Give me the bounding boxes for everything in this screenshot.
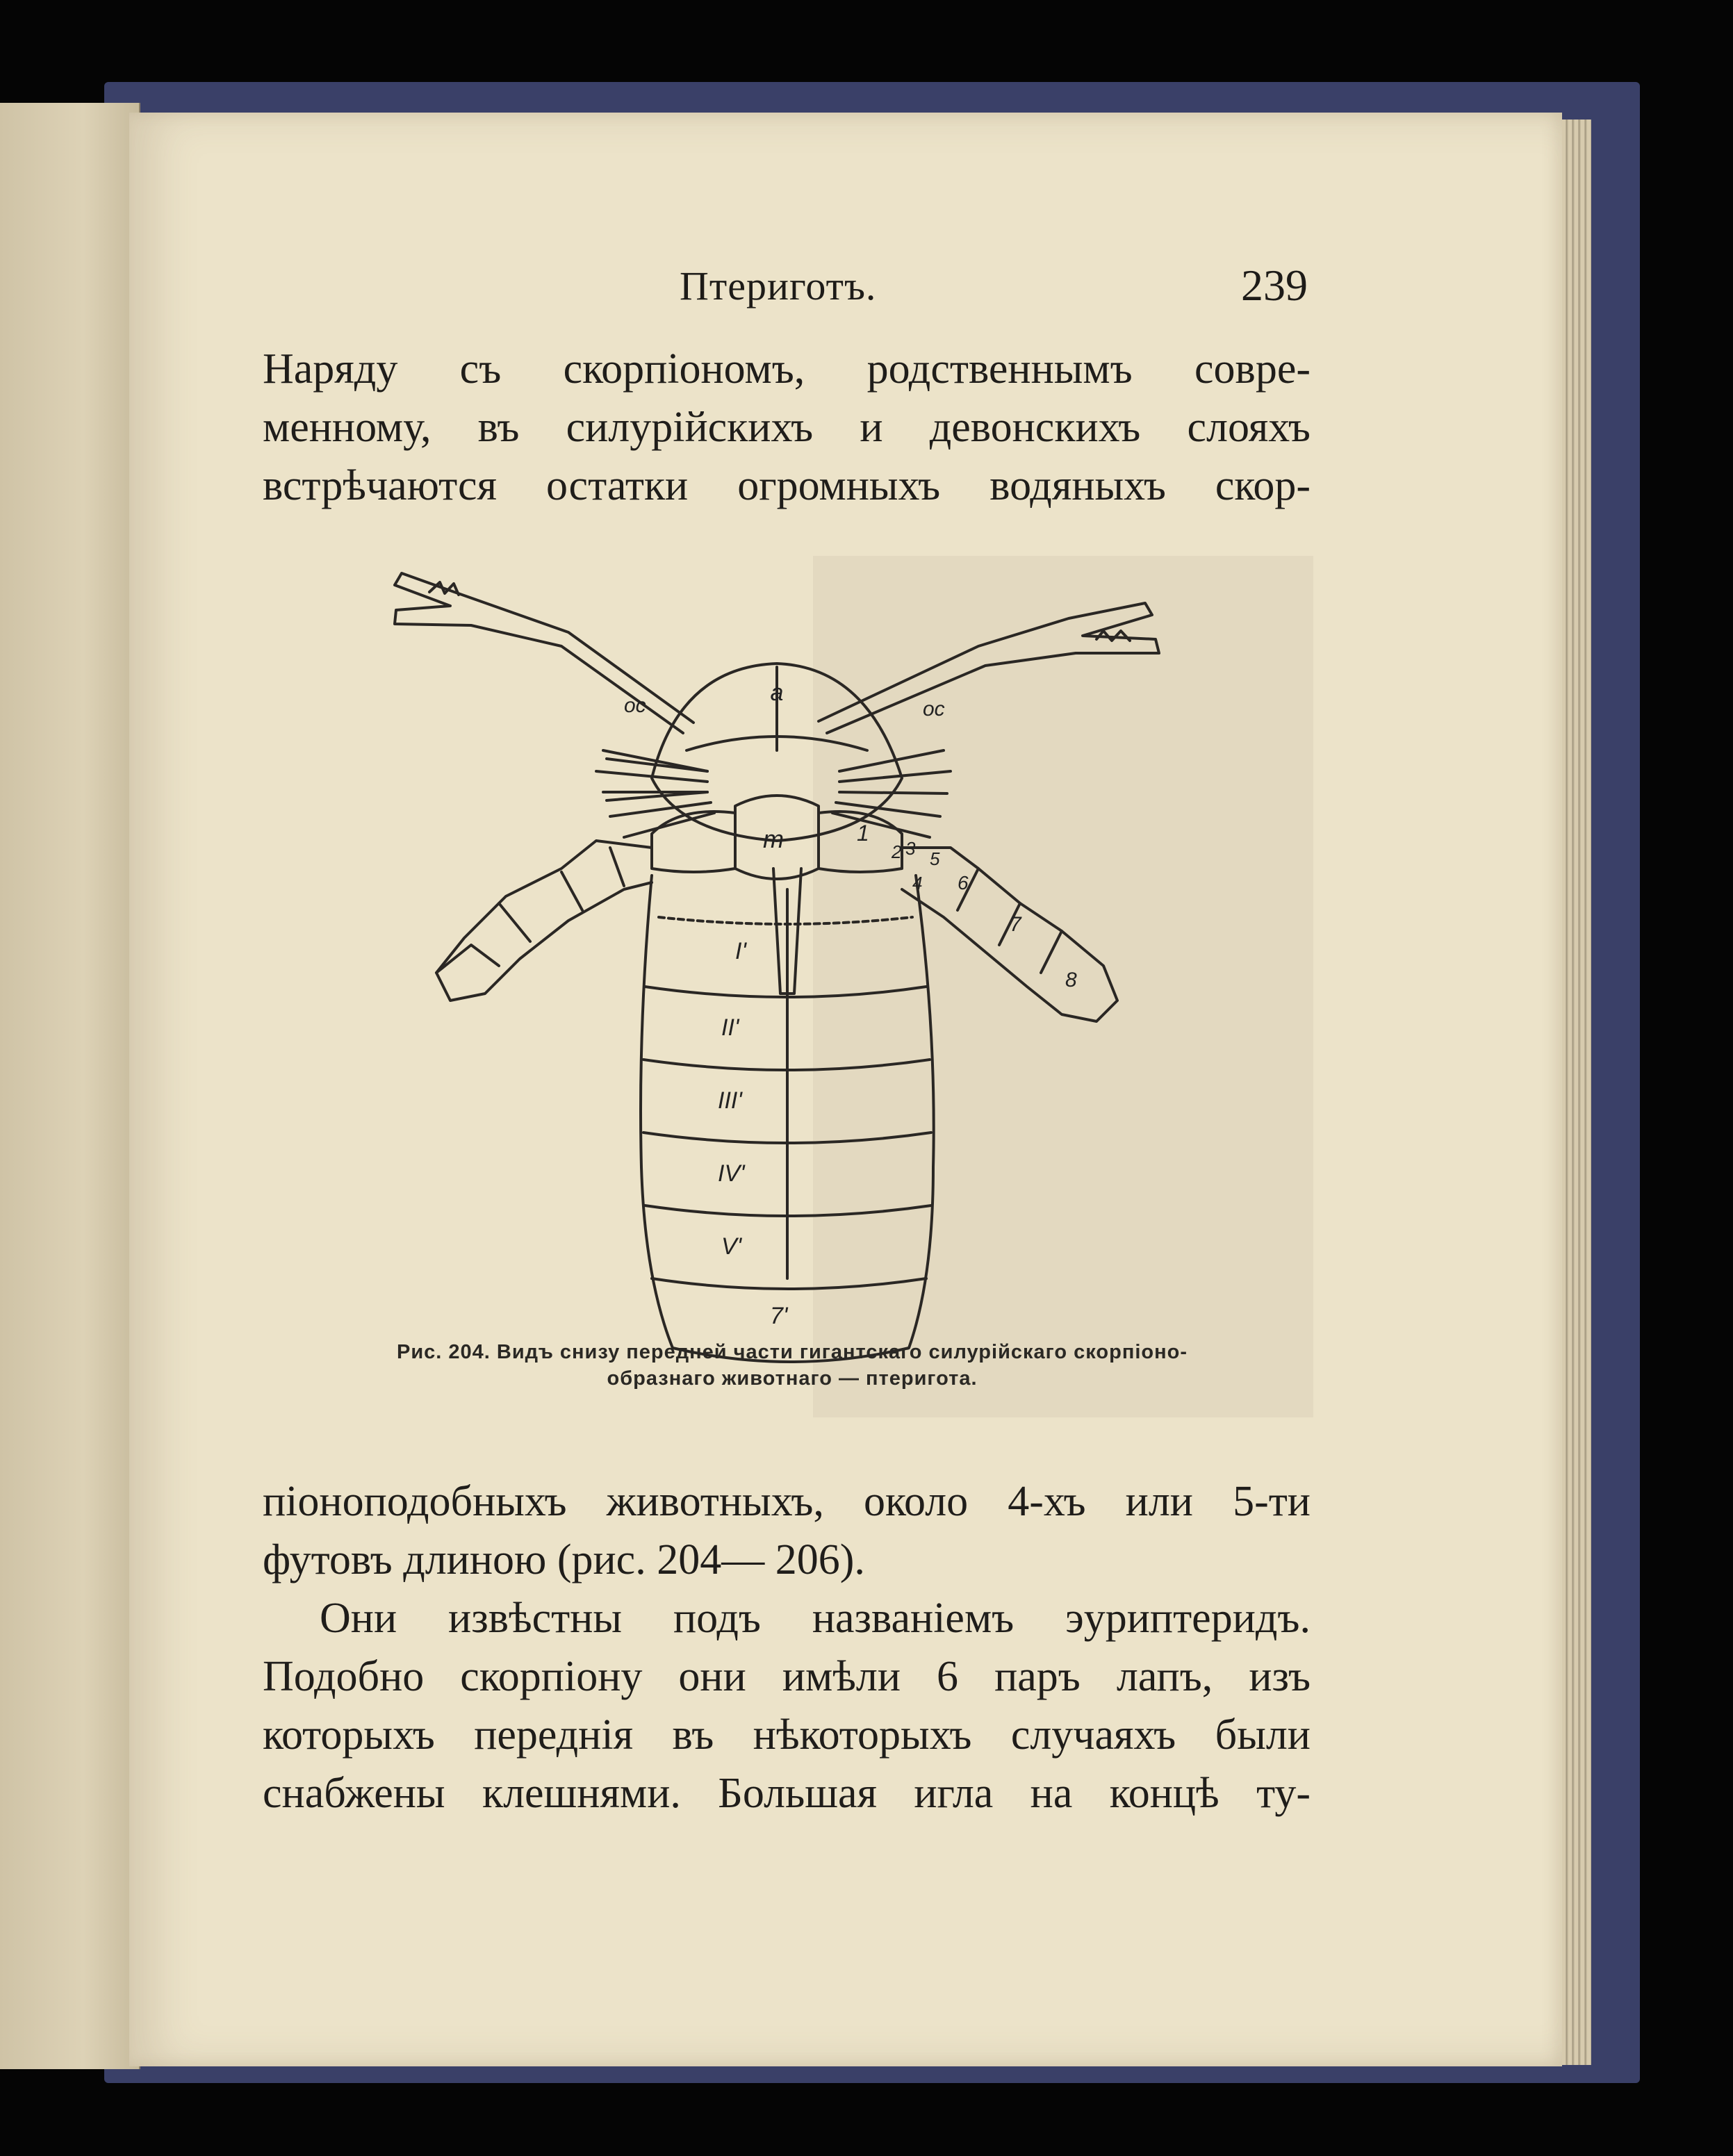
label-4: 4	[912, 873, 923, 894]
text-line: Они извѣстны подъ названіемъ эуриптеридъ.	[320, 1595, 1311, 1642]
text-line: піоноподобныхъ животныхъ, около 4-хъ или 5-ти	[263, 1478, 1311, 1525]
figure-caption-line: Рис. 204. Видъ снизу передней части гигантскаго силурійскаго скорпіоно-	[397, 1341, 1188, 1363]
text-line: менному, въ силурійскихъ и девонскихъ слояхъ	[263, 404, 1311, 451]
left-page	[0, 103, 140, 2069]
label-oc-right: oc	[923, 698, 945, 721]
text-line: которыхъ переднія въ нѣкоторыхъ случаяхъ были	[263, 1711, 1311, 1759]
text-line: Наряду съ скорпіономъ, родственнымъ совре-	[263, 345, 1311, 393]
figure-204	[263, 542, 1311, 1417]
label-2: 2	[892, 841, 902, 862]
pterygotus-illustration	[263, 542, 1311, 1417]
text-line: Подобно скорпіону они имѣли 6 паръ лапъ, изъ	[263, 1653, 1311, 1700]
label-5: 5	[930, 848, 940, 869]
label-segment-i: I'	[735, 938, 746, 964]
label-segment-ii: II'	[721, 1014, 739, 1041]
page-number: 239	[1241, 261, 1308, 310]
label-8: 8	[1065, 969, 1077, 991]
label-7: 7	[1010, 913, 1021, 936]
label-segment-v: V'	[721, 1233, 742, 1260]
text-line: встрѣчаются остатки огромныхъ водяныхъ скор-	[263, 462, 1311, 509]
label-1: 1	[857, 821, 869, 846]
label-6: 6	[958, 872, 969, 894]
label-3: 3	[905, 838, 916, 859]
label-a: a	[770, 680, 784, 706]
text-line: снабжены клешнями. Большая игла на концѣ ту-	[263, 1770, 1311, 1817]
running-head: Птериготъ.	[680, 263, 877, 308]
label-oc-left: oc	[624, 694, 646, 717]
figure-caption-line: образнаго животнаго — птеригота.	[607, 1367, 978, 1390]
label-segment-7: 7'	[770, 1303, 788, 1329]
label-segment-iv: IV'	[718, 1160, 745, 1187]
label-m: m	[763, 825, 784, 853]
text-line: футовъ длиною (рис. 204— 206).	[263, 1536, 865, 1583]
label-segment-iii: III'	[718, 1087, 742, 1114]
